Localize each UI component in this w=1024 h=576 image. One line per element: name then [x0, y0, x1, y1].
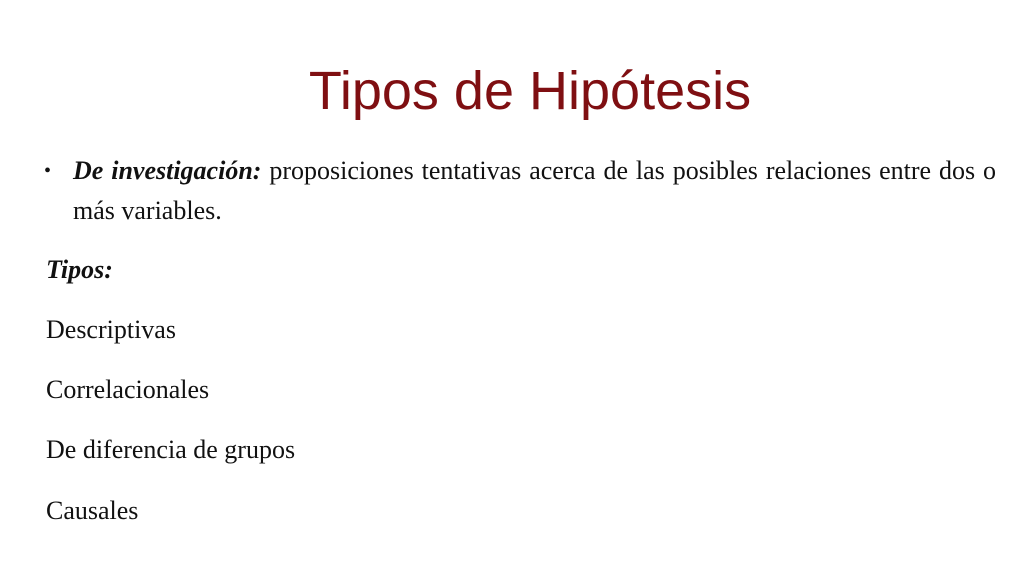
- tipo-item-causales: Causales: [46, 496, 139, 525]
- tipo-item-correlacionales: Correlacionales: [46, 375, 210, 404]
- tipos-heading: Tipos:: [46, 255, 113, 284]
- bullet-description: proposiciones tentativas acerca de las posibles relaciones entre dos o más variables.: [73, 156, 996, 225]
- bullet-term: De investigación:: [73, 156, 262, 185]
- tipo-item-descriptivas: Descriptivas: [46, 315, 176, 344]
- slide-title: Tipos de Hipótesis: [308, 61, 752, 121]
- bullet-dot-icon: •: [44, 160, 52, 182]
- bullet-text: [73, 151, 996, 231]
- bullet-item: [44, 151, 996, 231]
- tipo-item-diferencia-grupos: De diferencia de grupos: [46, 435, 296, 464]
